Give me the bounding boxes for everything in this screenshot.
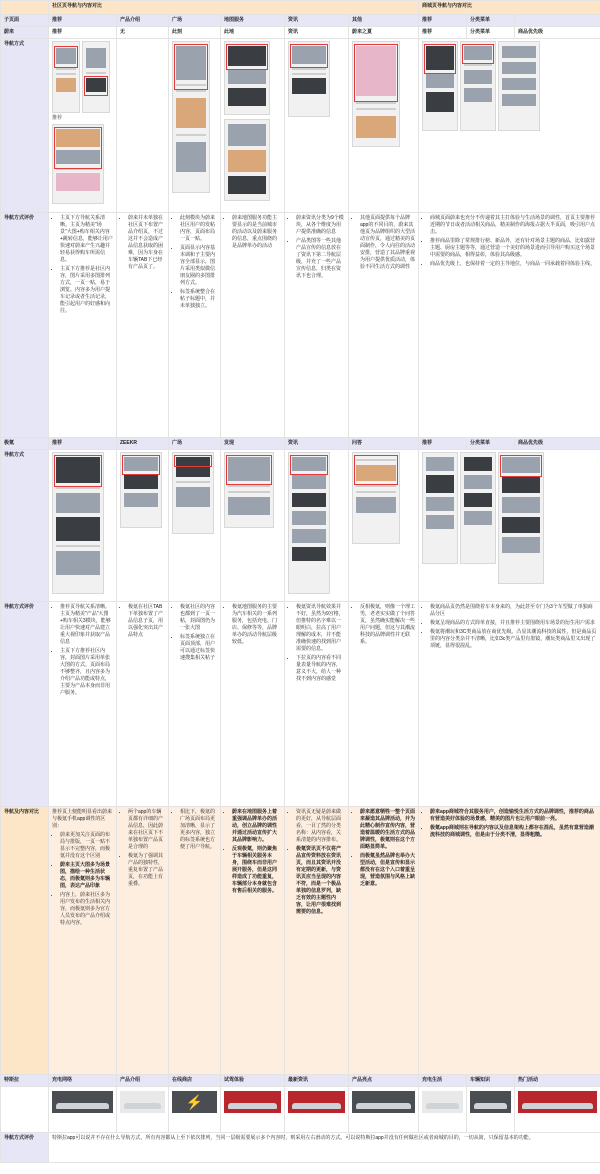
zeekr-tab-1: 推荐 (49, 438, 117, 450)
zeekr-eval-square: • 极氪社区的内容也都到了一页一帖，封面图仍为一张大图 • 标签系统独立在页面顶部，用户可以通过标签快速搜集相关帖子 (169, 602, 221, 807)
zeekr-eval-qa: • 反相极氪，则像一个理工男，老老实实做了个问答页，虽然确实能解决一些用户问题，但这与其潮流科技的品牌调性并无联系。 (349, 602, 419, 807)
thumb-image (52, 1091, 113, 1113)
screenshot-image (172, 452, 214, 534)
thumb-image (120, 1091, 165, 1113)
tesla-tab-6: 产品亮点 (349, 1075, 419, 1087)
nio-eval-square: • 此刻模块为蔚来社区用户的发帖内容，页面布局一页一贴。 • 页面显示内容基本调和子主要内容全部显示，图片采用类似微信朋友圈的多图排列方式。 • 标签系统整合在帖子标题中，并未单独独立。 (169, 213, 221, 438)
zeekr-tab-8: 分类菜单 (467, 438, 515, 450)
tesla-thumb-9 (515, 1087, 600, 1133)
thumb-image (518, 1091, 597, 1113)
zeekr-nav-recommend (49, 450, 117, 602)
nio-nav-label: 导航方式 (1, 39, 49, 213)
nio-tab-7: 推荐 (419, 27, 467, 39)
mall-header: 商城页导航与内容对比 (419, 1, 600, 15)
compare-mall: • 蔚来app商城符合其服务用户，创造愉悦生活方式的品牌调性，推荐的商品有营造美好体验的场景感，精美的图片也让用户眼前一亮。 • 极氪app商城则在导航的内容以及信息架构上都存在混乱，虽然有意营造潮流科技的商城调性，但是由于分类不清，显得粗糙。 (419, 807, 600, 1075)
screenshot-image (288, 452, 330, 594)
screenshot-image (498, 41, 540, 131)
screenshot-image (224, 119, 270, 201)
screenshot-image (52, 41, 80, 113)
screenshot-image (288, 41, 330, 117)
brand-zeekr: 极氪 (1, 438, 49, 450)
screenshot-image (460, 452, 496, 564)
subpage-square: 广场 (169, 15, 221, 27)
nio-nav-mall (419, 39, 600, 213)
zeekr-eval-label: 导航方式评价 (1, 602, 49, 807)
subpage-map: 地图服务 (221, 15, 285, 27)
nio-tab-4: 此地 (221, 27, 285, 39)
tesla-tab-4: 试驾体验 (221, 1075, 285, 1087)
subpage-mall-recommend: 推荐 (419, 15, 467, 27)
thumb-image (422, 1091, 463, 1113)
nio-nav-square (169, 39, 221, 213)
zeekr-nav-qa (349, 450, 419, 602)
brand-nio: 蔚来 (1, 27, 49, 39)
compare-map: • 蔚来在地图服务上着重强调品牌单办的活动，创立品牌的调性并通过活动宣传扩大其品牌影响力。 • 反观极氪，则仍聚焦于车辆相关服务本身，围绕车而非用户展开服务，但是这同样造成了功能重复，车辆部分本身就包含有售后相关的服务。 (221, 807, 285, 1075)
nio-nav-other (349, 39, 419, 213)
nio-tab-5: 资讯 (285, 27, 349, 39)
screenshot-image (352, 452, 400, 544)
tesla-tab-9: 热门活动 (515, 1075, 600, 1087)
nio-eval-other: • 其他页面提供每个品牌app的不同目的，蔚来其他页为品牌组织的大型活动宣传页，通过精美的页面制作，令人向往的活动安排，营造了其品牌重视为用户提供优质活动，体验不同生活方式的调性 (349, 213, 419, 438)
nio-nav-news (285, 39, 349, 213)
screenshot-image (52, 124, 104, 204)
nio-nav-product (117, 39, 169, 213)
screenshot-image (120, 452, 162, 528)
nio-eval-map: • 蔚来地图服务功能主要显示的是当前城市的活动以及蔚来服务的信息，重点围绕的是品牌单办的活动 (221, 213, 285, 438)
tesla-thumb-5 (285, 1087, 349, 1133)
tesla-tab-1: 充电网络 (49, 1075, 117, 1087)
lightning-icon: ⚡ (185, 1094, 204, 1110)
tesla-thumb-3 (169, 1087, 221, 1133)
subpage-product: 产品介绍 (117, 15, 169, 27)
zeekr-tab-4: 发现 (221, 438, 285, 450)
zeekr-nav-product (117, 450, 169, 602)
zeekr-eval-map: • 极氪地图服务的主要为汽车相关的一系列服务，包括充电、门店、保修等等，品牌单办的活动导航层级较低。 (221, 602, 285, 807)
screenshot-image (172, 41, 210, 193)
community-header: 社区页导航与内容对比 (49, 1, 419, 15)
tesla-tab-2: 产品介绍 (117, 1075, 169, 1087)
nio-nav-map (221, 39, 285, 213)
brand-tesla: 特斯拉 (1, 1075, 49, 1087)
nio-eval-news: • 蔚来资讯分类为9个模块，从各个维度为用户提供准确的信息 • 产品类图等一些其他产品宣传的信息放在了资讯下第二导航层级，并充了一些产品宣传信息，归类在资讯下也合理。 (285, 213, 349, 438)
nio-tab-8: 分类菜单 (467, 27, 515, 39)
nio-eval-label: 导航方式评价 (1, 213, 49, 438)
subpage-blank (515, 15, 600, 27)
screenshot-image (82, 41, 110, 113)
tesla-thumb-label (1, 1087, 49, 1133)
zeekr-nav-label: 导航方式 (1, 450, 49, 602)
nio-tab-3: 此刻 (169, 27, 221, 39)
compare-other: • 蔚来愿意牺牲一整个页面来凝造其品牌活动，并为此精心制作宣传内容，营造着温暖的生活方式的品牌调性，极氪则在这个方面略显简单。 • 而极氪虽然品牌也举办大型活动，但是宣传和显示都没有在这个入口着重呈现，营造氛围与风格上缺乏新意。 (349, 807, 419, 1075)
screenshot-image (460, 41, 496, 131)
tesla-tab-7: 充电生活 (419, 1075, 467, 1087)
tesla-tab-5: 最新资讯 (285, 1075, 349, 1087)
tesla-thumb-1 (49, 1087, 117, 1133)
screenshot-image (422, 452, 458, 564)
subpage-recommend: 推荐 (49, 15, 117, 27)
compare-label: 导航及内容对比 (1, 807, 49, 1075)
subpage-label: 子页面 (1, 15, 49, 27)
screenshot-image (422, 41, 458, 131)
nav-caption: 推荐 (52, 115, 63, 121)
zeekr-tab-6: 问答 (349, 438, 419, 450)
zeekr-tab-7: 推荐 (419, 438, 467, 450)
thumb-image (288, 1091, 345, 1113)
tesla-tab-8: 车辆知识 (467, 1075, 515, 1087)
tesla-thumb-8 (467, 1087, 515, 1133)
zeekr-nav-mall (419, 450, 600, 602)
compare-news: • 资讯页无疑是蔚来做的更好，从导航层面看，一目了然的分类名称：从内容看，关系清楚的内容排布。 • 极氪资讯页不仅将产品宣传资料放在资讯页，而且其资讯并没有定期的更新，与资讯页应当呈现的内容不符，而是一个极品单独的信息罗列，缺乏有效的主题性内容，让用户很难找到需要的信息。 (285, 807, 349, 1075)
zeekr-tab-3: 广场 (169, 438, 221, 450)
zeekr-nav-news (285, 450, 349, 602)
nio-tab-1: 推荐 (49, 27, 117, 39)
thumb-image (172, 1091, 217, 1113)
compare-recommend: 推荐页上便能明显看出蔚来与极氪手机app调性的区别： • 蔚来更加关注页面的布局与排版，一页一贴不显示不完整内容，而极氪并没有这个区别 • 蔚来主页大图多为场景图，描绘一种生活状态，而极氪则多为车辆图，表达产品印象 • 内容上，蔚来社区多为用户发布的生活相关内容，而极氪则多为官方人员发布的产品介绍或特点内容。 (49, 807, 117, 1075)
nio-tab-2: 无 (117, 27, 169, 39)
zeekr-eval-recommend: • 推荐页导航关系清晰。主页为精美"产品"大图+购车相关3模块，能够让用户快速对产品建立重大视印象并获取产品信息 • 主页下方推荐社区内容，封面图片采用单张大图的方式。页面布局不够整齐，且内容多为介绍产品功能或特点，主要为产品本身而非用户服务。 (49, 602, 117, 807)
zeekr-eval-mall: • 极氪商品页仍然是围绕着车本身来的，为此甚至专门为3个车型做了单独商品分区 • 极氪呈现商品的方式简单直接，并且推荐主要围绕用车场景的衍生用户需求 • 极氪将潮玩和3C类商品放在商优先级。凸显其潮流科技的属性，但是商品页里的内容分类杂并不清晰，比如3c类产品里有墨镜，潮玩类商品里又出现了项链，显得很混乱。 (419, 602, 600, 807)
screenshot-image (224, 452, 274, 528)
screenshot-image (498, 452, 544, 584)
zeekr-eval-news: • 极氪资讯导航效果并不好，虽然为9宫格，但推特的名字难以一眼明白，拉高了用户理解的成本，并不能准确快速的找到用户需要的信息。 • 下拉页的内容看不同量表量导航的内容，意义不大，给人一种找不到内容的感觉 (285, 602, 349, 807)
zeekr-eval-product: • 极氪在社区TAB下单独布置了产品信息子页，用以强化突出其产品特点 (117, 602, 169, 807)
compare-product: • 两个app的车辆页都有详细的产品信息，因此蔚来在社区页下不单独布置产品页是合理的 • 极氪为了强调其产品的独特性，重复布置了产品页，在功能上有重叠。 (117, 807, 169, 1075)
tesla-thumb-7 (419, 1087, 467, 1133)
tesla-eval-label: 导航方式评价 (1, 1133, 49, 1163)
tesla-tab-3: 在线商店 (169, 1075, 221, 1087)
tesla-thumb-4 (221, 1087, 285, 1133)
header-blank (1, 1, 49, 15)
zeekr-nav-square (169, 450, 221, 602)
nio-tab-6: 蔚来之夏 (349, 27, 419, 39)
subpage-category: 分类菜单 (467, 15, 515, 27)
nio-eval-recommend: • 主页下方导航关系清晰。主页为精美"场景"大图+购车相关内容+跳转信息，能够让用户快速对蔚来产生兴趣并轻易获得购车所需信息。 • 主页下方推荐是社区内容，图片采用多图排列方式，一页一贴，易于浏览。内容多为用户提车记录或者生活记录，能引起用户的好感和向往。 (49, 213, 117, 438)
nio-nav-recommend (49, 39, 117, 213)
compare-square: • 相比下，极氪的广场页面布局更加清晰，显示了更多内容，独立的标签系统也方便了用户导航。 (169, 807, 221, 1075)
zeekr-nav-map (221, 450, 285, 602)
screenshot-image (352, 41, 400, 147)
tesla-eval-text: 特斯拉app可以说并不存在什么导航方式，所有内容都从上至下依次排列，当同一层级需要展示多个内容时，则采用左右滑动的方式。可以说特斯拉app并没有任何做社区或者商城的目的，一切从简，只保留基本的功能。 (49, 1133, 600, 1163)
thumb-image (352, 1091, 415, 1113)
zeekr-tab-9: 商品优先级 (515, 438, 600, 450)
screenshot-image (52, 452, 104, 594)
zeekr-tab-5: 资讯 (285, 438, 349, 450)
nio-tab-9: 商品优先级 (515, 27, 600, 39)
subpage-news: 资讯 (285, 15, 349, 27)
thumb-image (224, 1091, 281, 1113)
zeekr-tab-2: ZEEKR (117, 438, 169, 450)
thumb-image (470, 1091, 511, 1113)
tesla-thumb-2 (117, 1087, 169, 1133)
tesla-thumb-6 (349, 1087, 419, 1133)
screenshot-image (224, 41, 270, 115)
subpage-other: 其他 (349, 15, 419, 27)
nio-eval-mall: • 商城页面蔚来也充分不传递着其主打体验与生活场景的调性，首页主要推荐近期的节日或者活动相关商品，精美制作的海报占据大半页面，吸引用户点击。 • 推荐商品里除了常规排行榜、新品外，还有针对场景主题的商品，比如露营主题、厨房主题等等，通过营造一个美好的场景进而引导用户购买这个场景中需要的商品，相得益彰，体验其高级感。 • 商品优先级上，也保持着一定的主导地位，与商品一同承载着同体验主线。 (419, 213, 600, 438)
nio-eval-product: • 蔚来并未单独在社区页下布置产品介绍页，不过这并不会造成产品信息获取的困难，因为车身在车辆TAB下已经有产品页了。 (117, 213, 169, 438)
